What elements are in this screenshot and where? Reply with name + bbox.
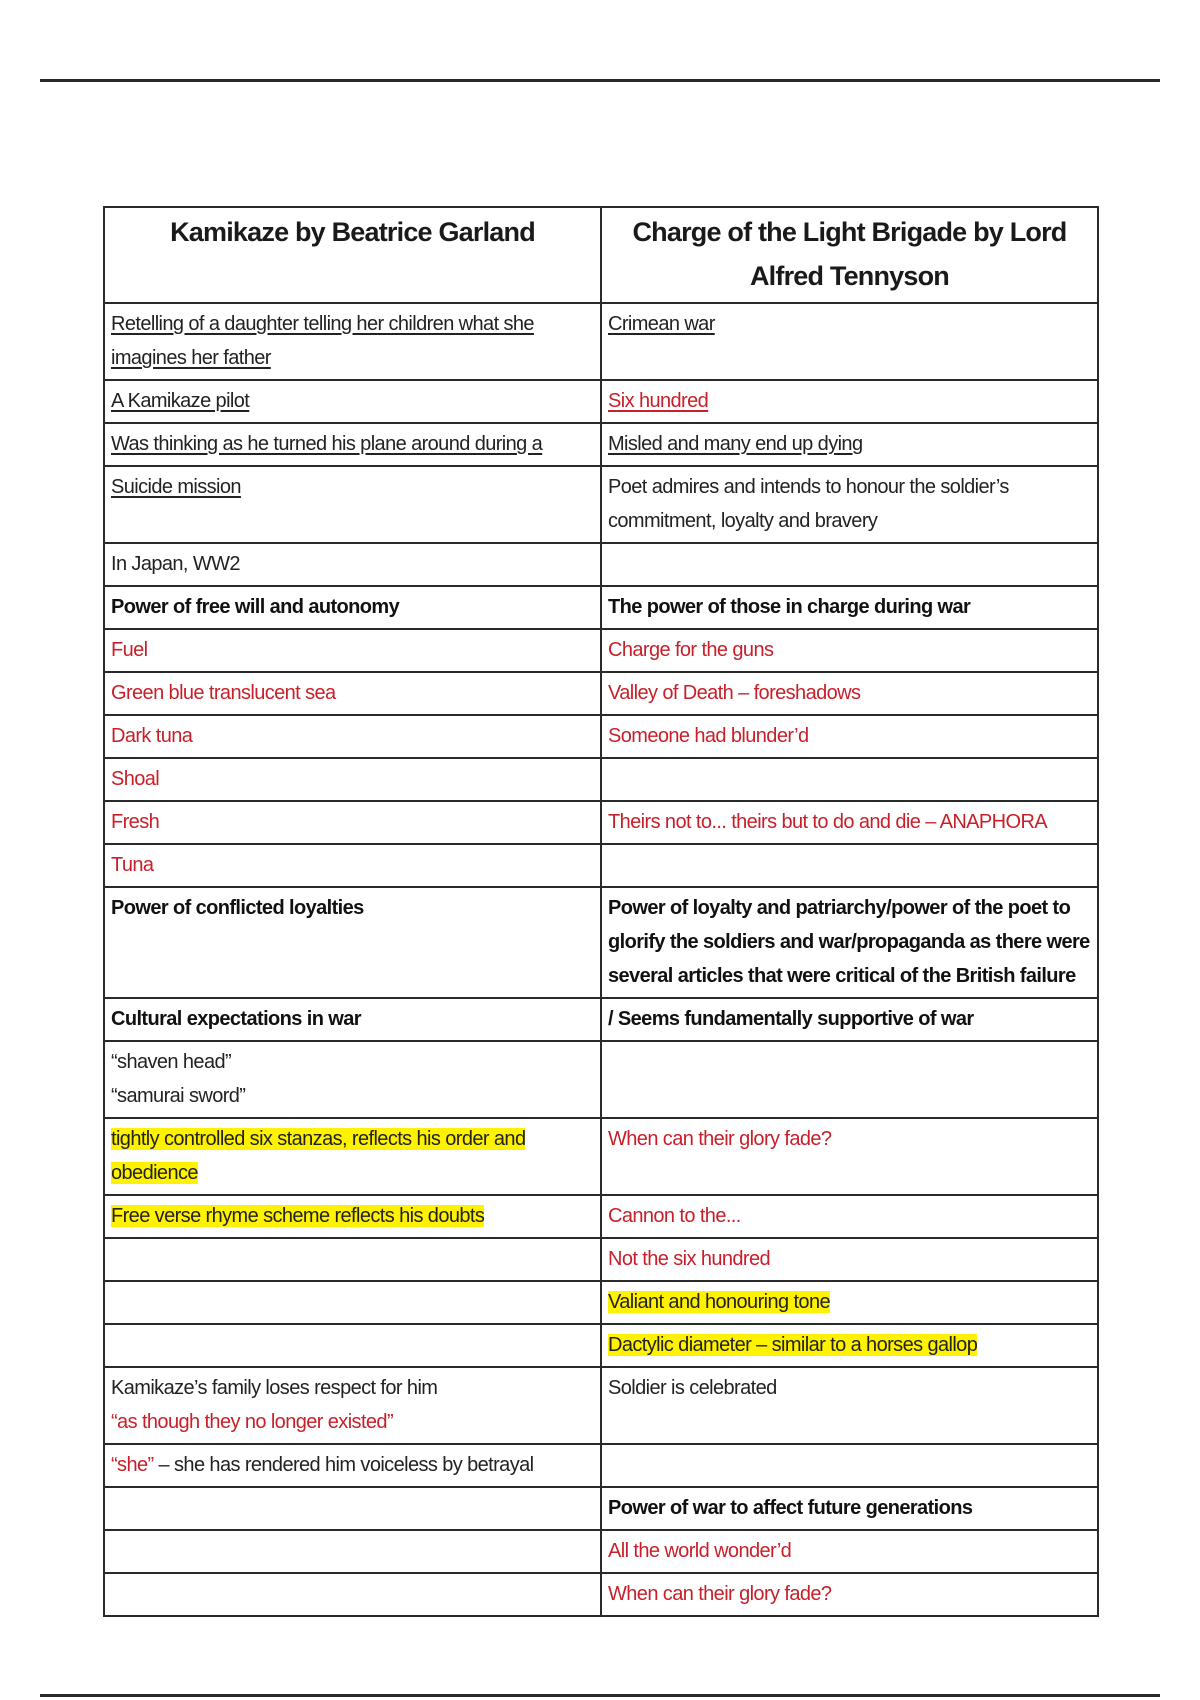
table-row: [104, 887, 1098, 998]
table-row: [104, 672, 1098, 715]
left-cell: [104, 1041, 601, 1118]
cell-text: – she has rendered him voiceless by betrayal: [153, 1454, 534, 1476]
left-cell: [104, 672, 601, 715]
table-row: [104, 998, 1098, 1041]
highlighted-note: Valiant and honouring tone: [608, 1291, 830, 1313]
table-row: [104, 844, 1098, 887]
left-cell: [104, 466, 601, 543]
right-cell: [601, 887, 1098, 998]
right-cell: [601, 1367, 1098, 1444]
table-row: [104, 1530, 1098, 1573]
table-row: [104, 715, 1098, 758]
right-cell: [601, 423, 1098, 466]
right-cell: [601, 801, 1098, 844]
quote-text: Not the six hundred: [608, 1248, 771, 1270]
right-cell: [601, 758, 1098, 801]
quote-text: When can their glory fade?: [608, 1583, 832, 1605]
right-cell: [601, 586, 1098, 629]
quote-text: Theirs not to... theirs but to do and die – ANAPHORA: [608, 811, 1048, 833]
cell-text: Was thinking as he turned his plane around during a: [111, 433, 543, 455]
quote-text: Fresh: [111, 811, 160, 833]
right-cell: [601, 1324, 1098, 1367]
right-cell: [601, 1444, 1098, 1487]
right-cell: [601, 715, 1098, 758]
left-cell: [104, 715, 601, 758]
cell-text: Poet admires and intends to honour the soldier’s commitment, loyalty and bravery: [608, 476, 1009, 532]
right-cell: [601, 1041, 1098, 1118]
theme-heading: Power of war to affect future generations: [608, 1497, 973, 1519]
cell-text: Six hundred: [608, 390, 709, 412]
left-cell: [104, 1573, 601, 1616]
left-cell: [104, 1238, 601, 1281]
quote-line: “shaven head”: [111, 1051, 232, 1073]
right-cell: [601, 466, 1098, 543]
right-cell: [601, 629, 1098, 672]
table-row: [104, 1367, 1098, 1444]
theme-heading: Power of free will and autonomy: [111, 596, 400, 618]
table-row: [104, 543, 1098, 586]
quote-line: “as though they no longer existed”: [111, 1411, 394, 1433]
cell-text: Kamikaze’s family loses respect for him: [111, 1377, 438, 1399]
theme-heading: The power of those in charge during war: [608, 596, 971, 618]
table-row: [104, 586, 1098, 629]
left-cell: [104, 423, 601, 466]
cell-text: Soldier is celebrated: [608, 1377, 777, 1399]
table-row: [104, 1238, 1098, 1281]
table-row: [104, 758, 1098, 801]
quote-text: All the world wonder’d: [608, 1540, 792, 1562]
theme-heading: / Seems fundamentally supportive of war: [608, 1008, 974, 1030]
table-row: [104, 1041, 1098, 1118]
left-cell: [104, 844, 601, 887]
cell-text: Misled and many end up dying: [608, 433, 863, 455]
quote-text: Tuna: [111, 854, 154, 876]
table-row: [104, 1444, 1098, 1487]
table-row: [104, 1324, 1098, 1367]
left-cell: [104, 629, 601, 672]
cell-text: A Kamikaze pilot: [111, 390, 250, 412]
table-row: [104, 1195, 1098, 1238]
cell-text: Crimean war: [608, 313, 715, 335]
left-cell: [104, 758, 601, 801]
right-cell: [601, 1238, 1098, 1281]
cell-text: In Japan, WW2: [111, 553, 240, 575]
theme-heading: Cultural expectations in war: [111, 1008, 361, 1030]
quote-text: Dark tuna: [111, 725, 193, 747]
kamikaze-column-header: Kamikaze by Beatrice Garland: [104, 207, 601, 303]
left-cell: [104, 303, 601, 380]
left-cell: [104, 1530, 601, 1573]
left-cell: [104, 1324, 601, 1367]
quote-line: “samurai sword”: [111, 1085, 246, 1107]
light-brigade-column-header: Charge of the Light Brigade by Lord Alfred Tennyson: [601, 207, 1098, 303]
left-cell: [104, 1281, 601, 1324]
right-cell: [601, 543, 1098, 586]
quote-text: Green blue translucent sea: [111, 682, 336, 704]
table-row: [104, 423, 1098, 466]
table-row: [104, 629, 1098, 672]
right-cell: [601, 1281, 1098, 1324]
quote-text: Charge for the guns: [608, 639, 774, 661]
highlighted-note: Dactylic diameter – similar to a horses gallop: [608, 1334, 978, 1356]
quote-text: Cannon to the...: [608, 1205, 741, 1227]
left-cell: [104, 887, 601, 998]
theme-heading: Power of conflicted loyalties: [111, 897, 364, 919]
right-cell: [601, 380, 1098, 423]
table-row: [104, 303, 1098, 380]
right-cell: [601, 1573, 1098, 1616]
table-row: [104, 1487, 1098, 1530]
cell-text: Retelling of a daughter telling her children what she imagines her father: [111, 313, 534, 369]
table-header-row: [104, 207, 1098, 303]
left-cell: [104, 1487, 601, 1530]
left-cell: [104, 801, 601, 844]
left-cell: [104, 1367, 601, 1444]
right-cell: [601, 998, 1098, 1041]
table-row: [104, 1118, 1098, 1195]
right-cell: [601, 1530, 1098, 1573]
quote-text: Fuel: [111, 639, 148, 661]
table-row: [104, 1281, 1098, 1324]
highlighted-note: Free verse rhyme scheme reflects his doubts: [111, 1205, 485, 1227]
highlighted-note: tightly controlled six stanzas, reflects his order and obedience: [111, 1128, 526, 1184]
quote-text: Someone had blunder’d: [608, 725, 809, 747]
right-cell: [601, 1118, 1098, 1195]
table-row: [104, 466, 1098, 543]
right-cell: [601, 1487, 1098, 1530]
quote-text: When can their glory fade?: [608, 1128, 832, 1150]
left-cell: [104, 1118, 601, 1195]
theme-heading: Power of loyalty and patriarchy/power of the poet to glorify the soldiers and war/propaganda as there were several articles that were critical of the British failure: [608, 897, 1090, 987]
cell-text: Suicide mission: [111, 476, 241, 498]
left-cell: [104, 543, 601, 586]
right-cell: [601, 844, 1098, 887]
top-rule: [40, 79, 1160, 82]
left-cell: [104, 1444, 601, 1487]
left-cell: [104, 1195, 601, 1238]
bottom-rule: [40, 1694, 1160, 1697]
left-cell: [104, 380, 601, 423]
quote-text: Shoal: [111, 768, 160, 790]
table-row: [104, 380, 1098, 423]
quote-text: Valley of Death – foreshadows: [608, 682, 861, 704]
comparison-table: [103, 206, 1099, 1617]
quote-text: “she”: [111, 1454, 154, 1476]
right-cell: [601, 672, 1098, 715]
table-row: [104, 801, 1098, 844]
left-cell: [104, 586, 601, 629]
right-cell: [601, 303, 1098, 380]
left-cell: [104, 998, 601, 1041]
table-row: [104, 1573, 1098, 1616]
right-cell: [601, 1195, 1098, 1238]
